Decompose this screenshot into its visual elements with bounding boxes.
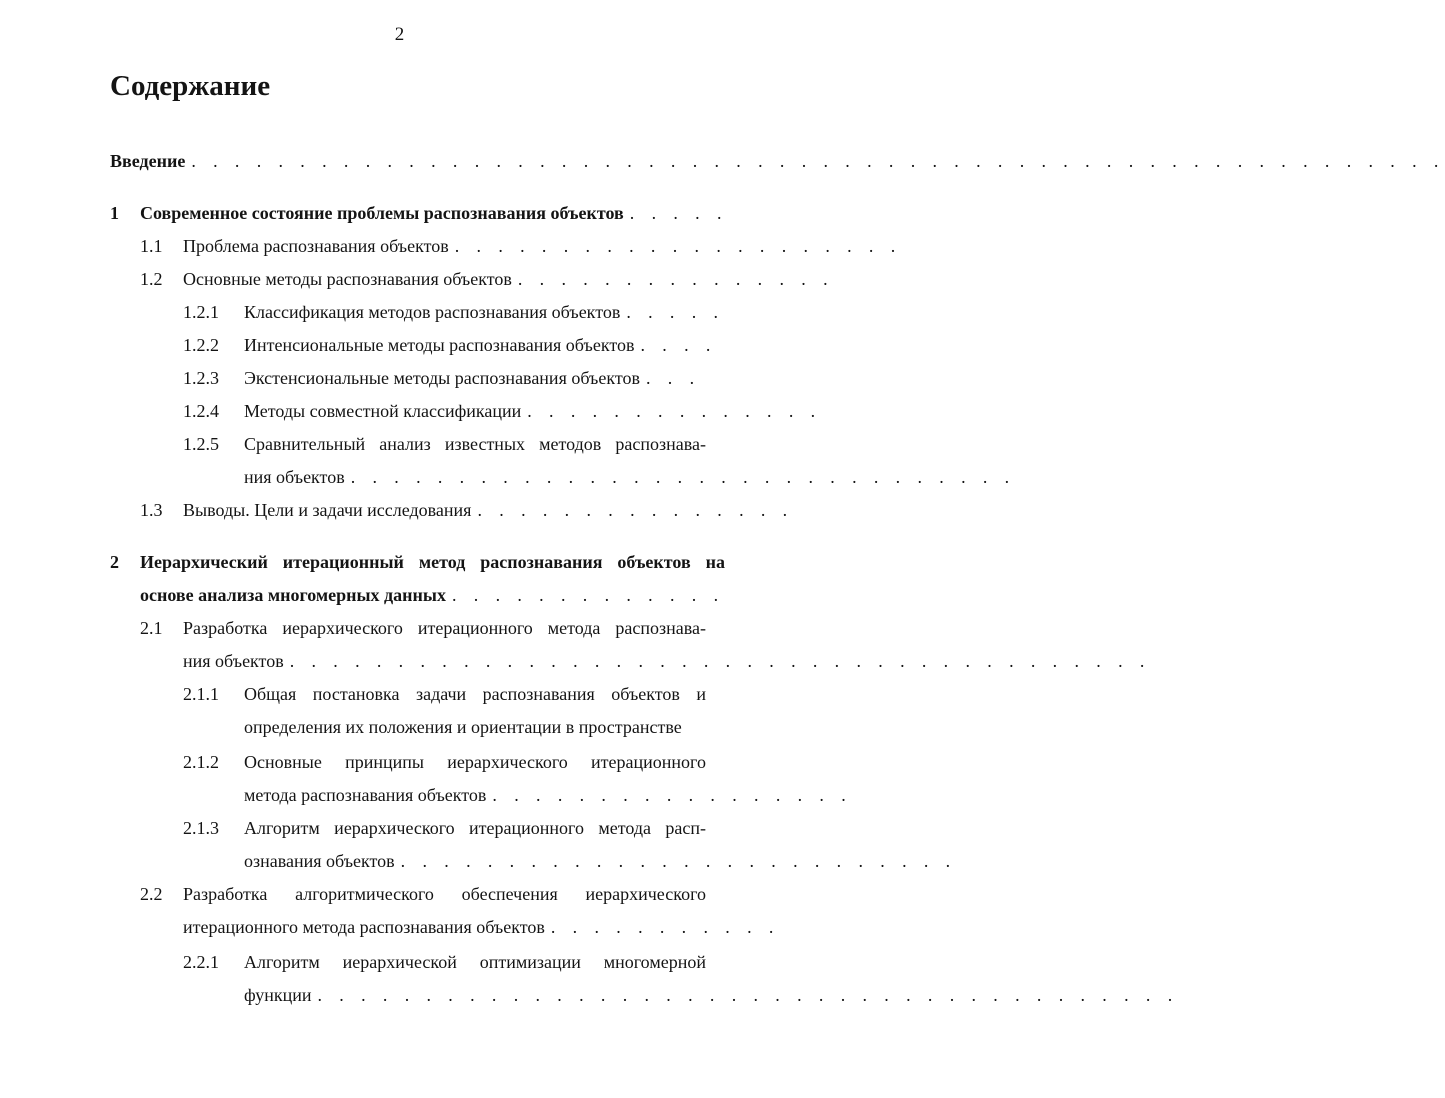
toc-leader-dots: . . . . . . . . . . . . . . . <box>477 500 794 520</box>
toc-leader-dots: . . . . . <box>629 203 728 223</box>
toc-leader-dots: . . . . . . . . . . . . . . . . . . . . . . . . . . . . . . . . . . . . . . . . <box>317 985 1179 1005</box>
toc-leader-dots: . . . . . <box>626 302 725 322</box>
toc-entry-text-line-2: основе анализа многомерных данных . . . . . . . . . . . . . <box>140 582 725 608</box>
toc-entry-text: Классификация методов распознавания объектов . . . . . <box>244 299 725 325</box>
toc-leader-dots: . . . . . . . . . . . . . . . . . . . . . . . . . . <box>400 851 957 871</box>
page-number: 2 <box>394 24 405 45</box>
toc-entry-text-line-1: Разработка алгоритмического обеспечения иерархического <box>183 884 706 904</box>
toc-entry-text: Основные методы распознавания объектов . . . . . . . . . . . . . . . <box>183 266 725 292</box>
toc-entry-text-line-1: Общая постановка задачи распознавания объектов и <box>244 684 706 704</box>
toc-entry-number: 2.2 <box>140 884 163 904</box>
toc-entry-text-line-1: Алгоритм иерархической оптимизации многомерной <box>244 952 706 972</box>
toc-entry-number: 1 <box>110 203 119 223</box>
toc-leader-dots: . . . . . . . . . . . . . . . . . . . . . <box>454 236 902 256</box>
toc-entry-text: Современное состояние проблемы распознавания объектов . . . . . <box>140 200 725 226</box>
toc-entry-number: 2.1.1 <box>183 684 219 704</box>
toc-entry-text-line-2: итерационного метода распознавания объектов . . . . . . . . . . . <box>183 914 725 940</box>
toc-entry-number: 1.2.3 <box>183 368 219 388</box>
toc-leader-dots: . . . . . . . . . . . . . . . . . <box>492 785 853 805</box>
toc-entry-text-line-2: ния объектов . . . . . . . . . . . . . . . . . . . . . . . . . . . . . . . <box>244 464 725 490</box>
toc-entry-text-line-2: функции . . . . . . . . . . . . . . . . . . . . . . . . . . . . . . . . . . . . . . . . <box>244 982 725 1008</box>
toc-entry-text: Методы совместной классификации . . . . . . . . . . . . . . <box>244 398 725 424</box>
toc-entry-number: 1.2.4 <box>183 401 219 421</box>
toc-leader-dots: . . . . . . . . . . . . . <box>451 585 725 605</box>
toc-entry-text-line-2: определения их положения и ориентации в пространстве <box>244 717 682 737</box>
toc-entry-number: 2.1.3 <box>183 818 219 838</box>
toc-entry-text-line-2: ознавания объектов . . . . . . . . . . . . . . . . . . . . . . . . . . <box>244 848 725 874</box>
toc-entry-number: 1.2 <box>140 269 163 289</box>
toc-entry-text-line-2: ния объектов . . . . . . . . . . . . . . . . . . . . . . . . . . . . . . . . . . . . . . . . <box>183 648 725 674</box>
page-title: Содержание <box>110 70 271 102</box>
toc-entry-number: 1.2.5 <box>183 434 219 454</box>
toc-entry-number: 2 <box>110 552 119 572</box>
toc-entry-number: 2.2.1 <box>183 952 219 972</box>
toc-entry-number: 2.1.2 <box>183 752 219 772</box>
toc-leader-dots: . . . . . . . . . . . . . . . . . . . . . . . . . . . . . . . . . . . . . . . . . . . . . . . . . . . . . . . . . . <box>191 151 1445 171</box>
toc-leader-dots: . . . . . . . . . . . <box>550 917 780 937</box>
toc-entry-number: 2.1 <box>140 618 163 638</box>
toc-entry-text: Проблема распознавания объектов . . . . . . . . . . . . . . . . . . . . . <box>183 233 725 259</box>
toc-leader-dots: . . . . . . . . . . . . . . . . . . . . . . . . . . . . . . . <box>350 467 1016 487</box>
toc-entry-text-line-1: Иерархический итерационный метод распознавания объектов на <box>140 552 725 572</box>
toc-entry-number: 1.3 <box>140 500 163 520</box>
toc-leader-dots: . . . . <box>640 335 717 355</box>
toc-leader-dots: . . . . . . . . . . . . . . . <box>517 269 834 289</box>
toc-entry-text: Интенсиональные методы распознавания объектов . . . . <box>244 332 725 358</box>
toc-leader-dots: . . . . . . . . . . . . . . <box>527 401 822 421</box>
toc-entry-text: Введение . . . . . . . . . . . . . . . . . . . . . . . . . . . . . . . . . . . . . . . . . . . . . . . . . . . . . . . . . . <box>110 148 725 174</box>
toc-entry-text: Экстенсиональные методы распознавания объектов . . . <box>244 365 725 391</box>
toc-entry-text-line-1: Основные принципы иерархического итерационного <box>244 752 706 772</box>
toc-entry-text-line-1: Сравнительный анализ известных методов распознава- <box>244 434 706 454</box>
toc-entry-number: 1.2.2 <box>183 335 219 355</box>
toc-entry-text-line-1: Алгоритм иерархического итерационного метода расп- <box>244 818 706 838</box>
toc-leader-dots: . . . <box>646 368 701 388</box>
toc-entry-text-line-2: метода распознавания объектов . . . . . . . . . . . . . . . . . <box>244 782 725 808</box>
toc-entry-number: 1.1 <box>140 236 163 256</box>
toc-entry-text-line-1: Разработка иерархического итерационного метода распознава- <box>183 618 706 638</box>
toc-entry-text: Выводы. Цели и задачи исследования . . . . . . . . . . . . . . . <box>183 497 725 523</box>
toc-entry-number: 1.2.1 <box>183 302 219 322</box>
toc-leader-dots: . . . . . . . . . . . . . . . . . . . . . . . . . . . . . . . . . . . . . . . . <box>289 651 1151 671</box>
